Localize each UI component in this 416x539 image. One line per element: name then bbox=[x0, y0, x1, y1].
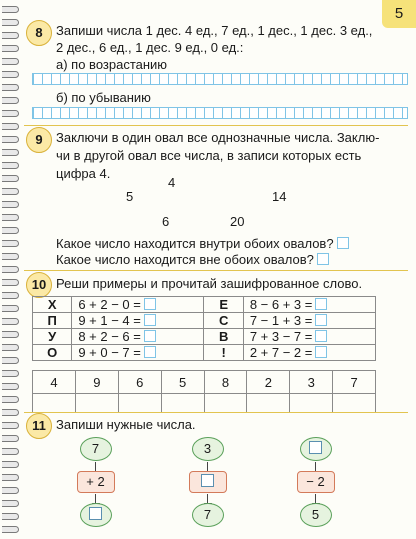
code-letter-cell[interactable] bbox=[161, 394, 204, 413]
cipher-letter: Е bbox=[204, 297, 243, 313]
code-letter-cell[interactable] bbox=[290, 394, 333, 413]
task-9-number-item: 4 bbox=[168, 175, 176, 190]
code-letter-cell[interactable] bbox=[75, 394, 118, 413]
answer-box[interactable] bbox=[337, 237, 349, 249]
spiral-coil bbox=[2, 331, 19, 338]
spiral-coil bbox=[2, 487, 19, 494]
answer-box[interactable] bbox=[309, 441, 322, 454]
task-11-instruction: Запиши нужные числа. bbox=[56, 417, 196, 432]
spiral-coil bbox=[2, 162, 19, 169]
spiral-coil bbox=[2, 6, 19, 13]
code-number: 3 bbox=[290, 371, 333, 394]
cipher-letter: ! bbox=[204, 345, 243, 361]
code-number: 8 bbox=[204, 371, 247, 394]
example-expression: 6 + 2 − 0 = bbox=[72, 297, 204, 313]
spiral-coil bbox=[2, 474, 19, 481]
code-number: 4 bbox=[33, 371, 76, 394]
example-expression: 9 + 1 − 4 = bbox=[72, 313, 204, 329]
spiral-coil bbox=[2, 305, 19, 312]
spiral-coil bbox=[2, 370, 19, 377]
task-8-b-label: б) по убыванию bbox=[56, 90, 151, 105]
task-9-number-item: 6 bbox=[162, 214, 170, 229]
chain-start: 3 bbox=[192, 437, 224, 461]
spiral-coil bbox=[2, 32, 19, 39]
spiral-coil bbox=[2, 71, 19, 78]
spiral-coil bbox=[2, 227, 19, 234]
example-row bbox=[33, 329, 376, 345]
code-letter-cell[interactable] bbox=[204, 394, 247, 413]
spiral-coil bbox=[2, 19, 19, 26]
spiral-coil bbox=[2, 344, 19, 351]
answer-box[interactable] bbox=[144, 346, 156, 358]
spiral-coil bbox=[2, 409, 19, 416]
spiral-coil bbox=[2, 526, 19, 533]
task-9-number-item: 5 bbox=[126, 189, 134, 204]
section-divider bbox=[24, 412, 408, 413]
chain-result bbox=[80, 503, 112, 527]
spiral-coil bbox=[2, 266, 19, 273]
task-9-number-item: 14 bbox=[272, 189, 287, 204]
task-9-number-item: 20 bbox=[230, 214, 245, 229]
answer-box[interactable] bbox=[317, 253, 329, 265]
task-8-answer-grid-a[interactable] bbox=[32, 73, 408, 85]
spiral-coil bbox=[2, 435, 19, 442]
answer-box[interactable] bbox=[89, 507, 102, 520]
example-expression: 7 − 1 + 3 = bbox=[243, 313, 375, 329]
task-8-number: 8 bbox=[26, 20, 52, 46]
spiral-coil bbox=[2, 253, 19, 260]
spiral-coil bbox=[2, 110, 19, 117]
cipher-letter: П bbox=[33, 313, 72, 329]
cipher-letter: В bbox=[204, 329, 243, 345]
example-row bbox=[33, 297, 376, 313]
spiral-coil bbox=[2, 357, 19, 364]
spiral-coil bbox=[2, 461, 19, 468]
spiral-coil bbox=[2, 45, 19, 52]
spiral-coil bbox=[2, 500, 19, 507]
cipher-letter: Х bbox=[33, 297, 72, 313]
answer-box[interactable] bbox=[144, 330, 156, 342]
chain-start bbox=[300, 437, 332, 461]
example-expression: 9 + 0 − 7 = bbox=[72, 345, 204, 361]
spiral-coil bbox=[2, 422, 19, 429]
spiral-coil bbox=[2, 149, 19, 156]
spiral-coil bbox=[2, 383, 19, 390]
task-10-code-table bbox=[32, 370, 376, 413]
cipher-letter: У bbox=[33, 329, 72, 345]
answer-box[interactable] bbox=[315, 330, 327, 342]
code-number: 9 bbox=[75, 371, 118, 394]
example-expression: 7 + 3 − 7 = bbox=[243, 329, 375, 345]
task-9-question-1: Какое число находится внутри обоих овалов? bbox=[56, 236, 349, 252]
task-9-text-line-2: чи в другой овал все числа, в записи которых есть bbox=[56, 148, 362, 163]
spiral-coil bbox=[2, 136, 19, 143]
answer-box[interactable] bbox=[144, 314, 156, 326]
example-expression: 8 − 6 + 3 = bbox=[243, 297, 375, 313]
task-9-text-line-3: цифра 4. bbox=[56, 166, 111, 181]
section-divider bbox=[24, 270, 408, 271]
spiral-coil bbox=[2, 513, 19, 520]
code-number: 6 bbox=[118, 371, 161, 394]
section-divider bbox=[24, 125, 408, 126]
cipher-letter: О bbox=[33, 345, 72, 361]
code-letter-cell[interactable] bbox=[33, 394, 76, 413]
spiral-binding bbox=[0, 0, 22, 539]
cipher-letter: С bbox=[204, 313, 243, 329]
task-10-number: 10 bbox=[26, 272, 52, 298]
spiral-coil bbox=[2, 84, 19, 91]
answer-box[interactable] bbox=[315, 346, 327, 358]
example-row bbox=[33, 345, 376, 361]
answer-box[interactable] bbox=[315, 314, 327, 326]
task-8-answer-grid-b[interactable] bbox=[32, 107, 408, 119]
spiral-coil bbox=[2, 318, 19, 325]
chain-operation bbox=[189, 471, 227, 493]
chain-start: 7 bbox=[80, 437, 112, 461]
task-11-number: 11 bbox=[26, 413, 52, 439]
task-8-text-line-2: 2 дес., 6 ед., 1 дес. 9 ед., 0 ед.: bbox=[56, 40, 244, 55]
code-number: 2 bbox=[247, 371, 290, 394]
task-8-a-label: а) по возрастанию bbox=[56, 57, 168, 72]
spiral-coil bbox=[2, 188, 19, 195]
code-letter-cell[interactable] bbox=[118, 394, 161, 413]
spiral-coil bbox=[2, 292, 19, 299]
task-9-text-line-1: Заключи в один овал все однозначные числа. Заклю- bbox=[56, 130, 380, 145]
task-8-text-line-1: Запиши числа 1 дес. 4 ед., 7 ед., 1 дес., 1 дес. 3 ед., bbox=[56, 23, 373, 38]
spiral-coil bbox=[2, 396, 19, 403]
spiral-coil bbox=[2, 123, 19, 130]
task-9-question-2: Какое число находится вне обоих овалов? bbox=[56, 252, 329, 268]
chain-result: 7 bbox=[192, 503, 224, 527]
spiral-coil bbox=[2, 201, 19, 208]
chain-operation: + 2 bbox=[77, 471, 115, 493]
chain-result: 5 bbox=[300, 503, 332, 527]
code-number: 7 bbox=[333, 371, 376, 394]
spiral-coil bbox=[2, 97, 19, 104]
code-letter-cell[interactable] bbox=[247, 394, 290, 413]
chain-operation: − 2 bbox=[297, 471, 335, 493]
spiral-coil bbox=[2, 58, 19, 65]
task-10-instruction: Реши примеры и прочитай зашифрованное слово. bbox=[56, 276, 363, 291]
code-letter-cell[interactable] bbox=[333, 394, 376, 413]
code-number: 5 bbox=[161, 371, 204, 394]
answer-box[interactable] bbox=[315, 298, 327, 310]
example-expression: 8 + 2 − 6 = bbox=[72, 329, 204, 345]
spiral-coil bbox=[2, 175, 19, 182]
example-row bbox=[33, 313, 376, 329]
task-9-number: 9 bbox=[26, 127, 52, 153]
spiral-coil bbox=[2, 214, 19, 221]
spiral-coil bbox=[2, 448, 19, 455]
task-10-examples-table bbox=[32, 296, 376, 361]
answer-box[interactable] bbox=[144, 298, 156, 310]
spiral-coil bbox=[2, 279, 19, 286]
spiral-coil bbox=[2, 240, 19, 247]
page-number: 5 bbox=[382, 0, 416, 28]
example-expression: 2 + 7 − 2 = bbox=[243, 345, 375, 361]
answer-box[interactable] bbox=[201, 474, 214, 487]
